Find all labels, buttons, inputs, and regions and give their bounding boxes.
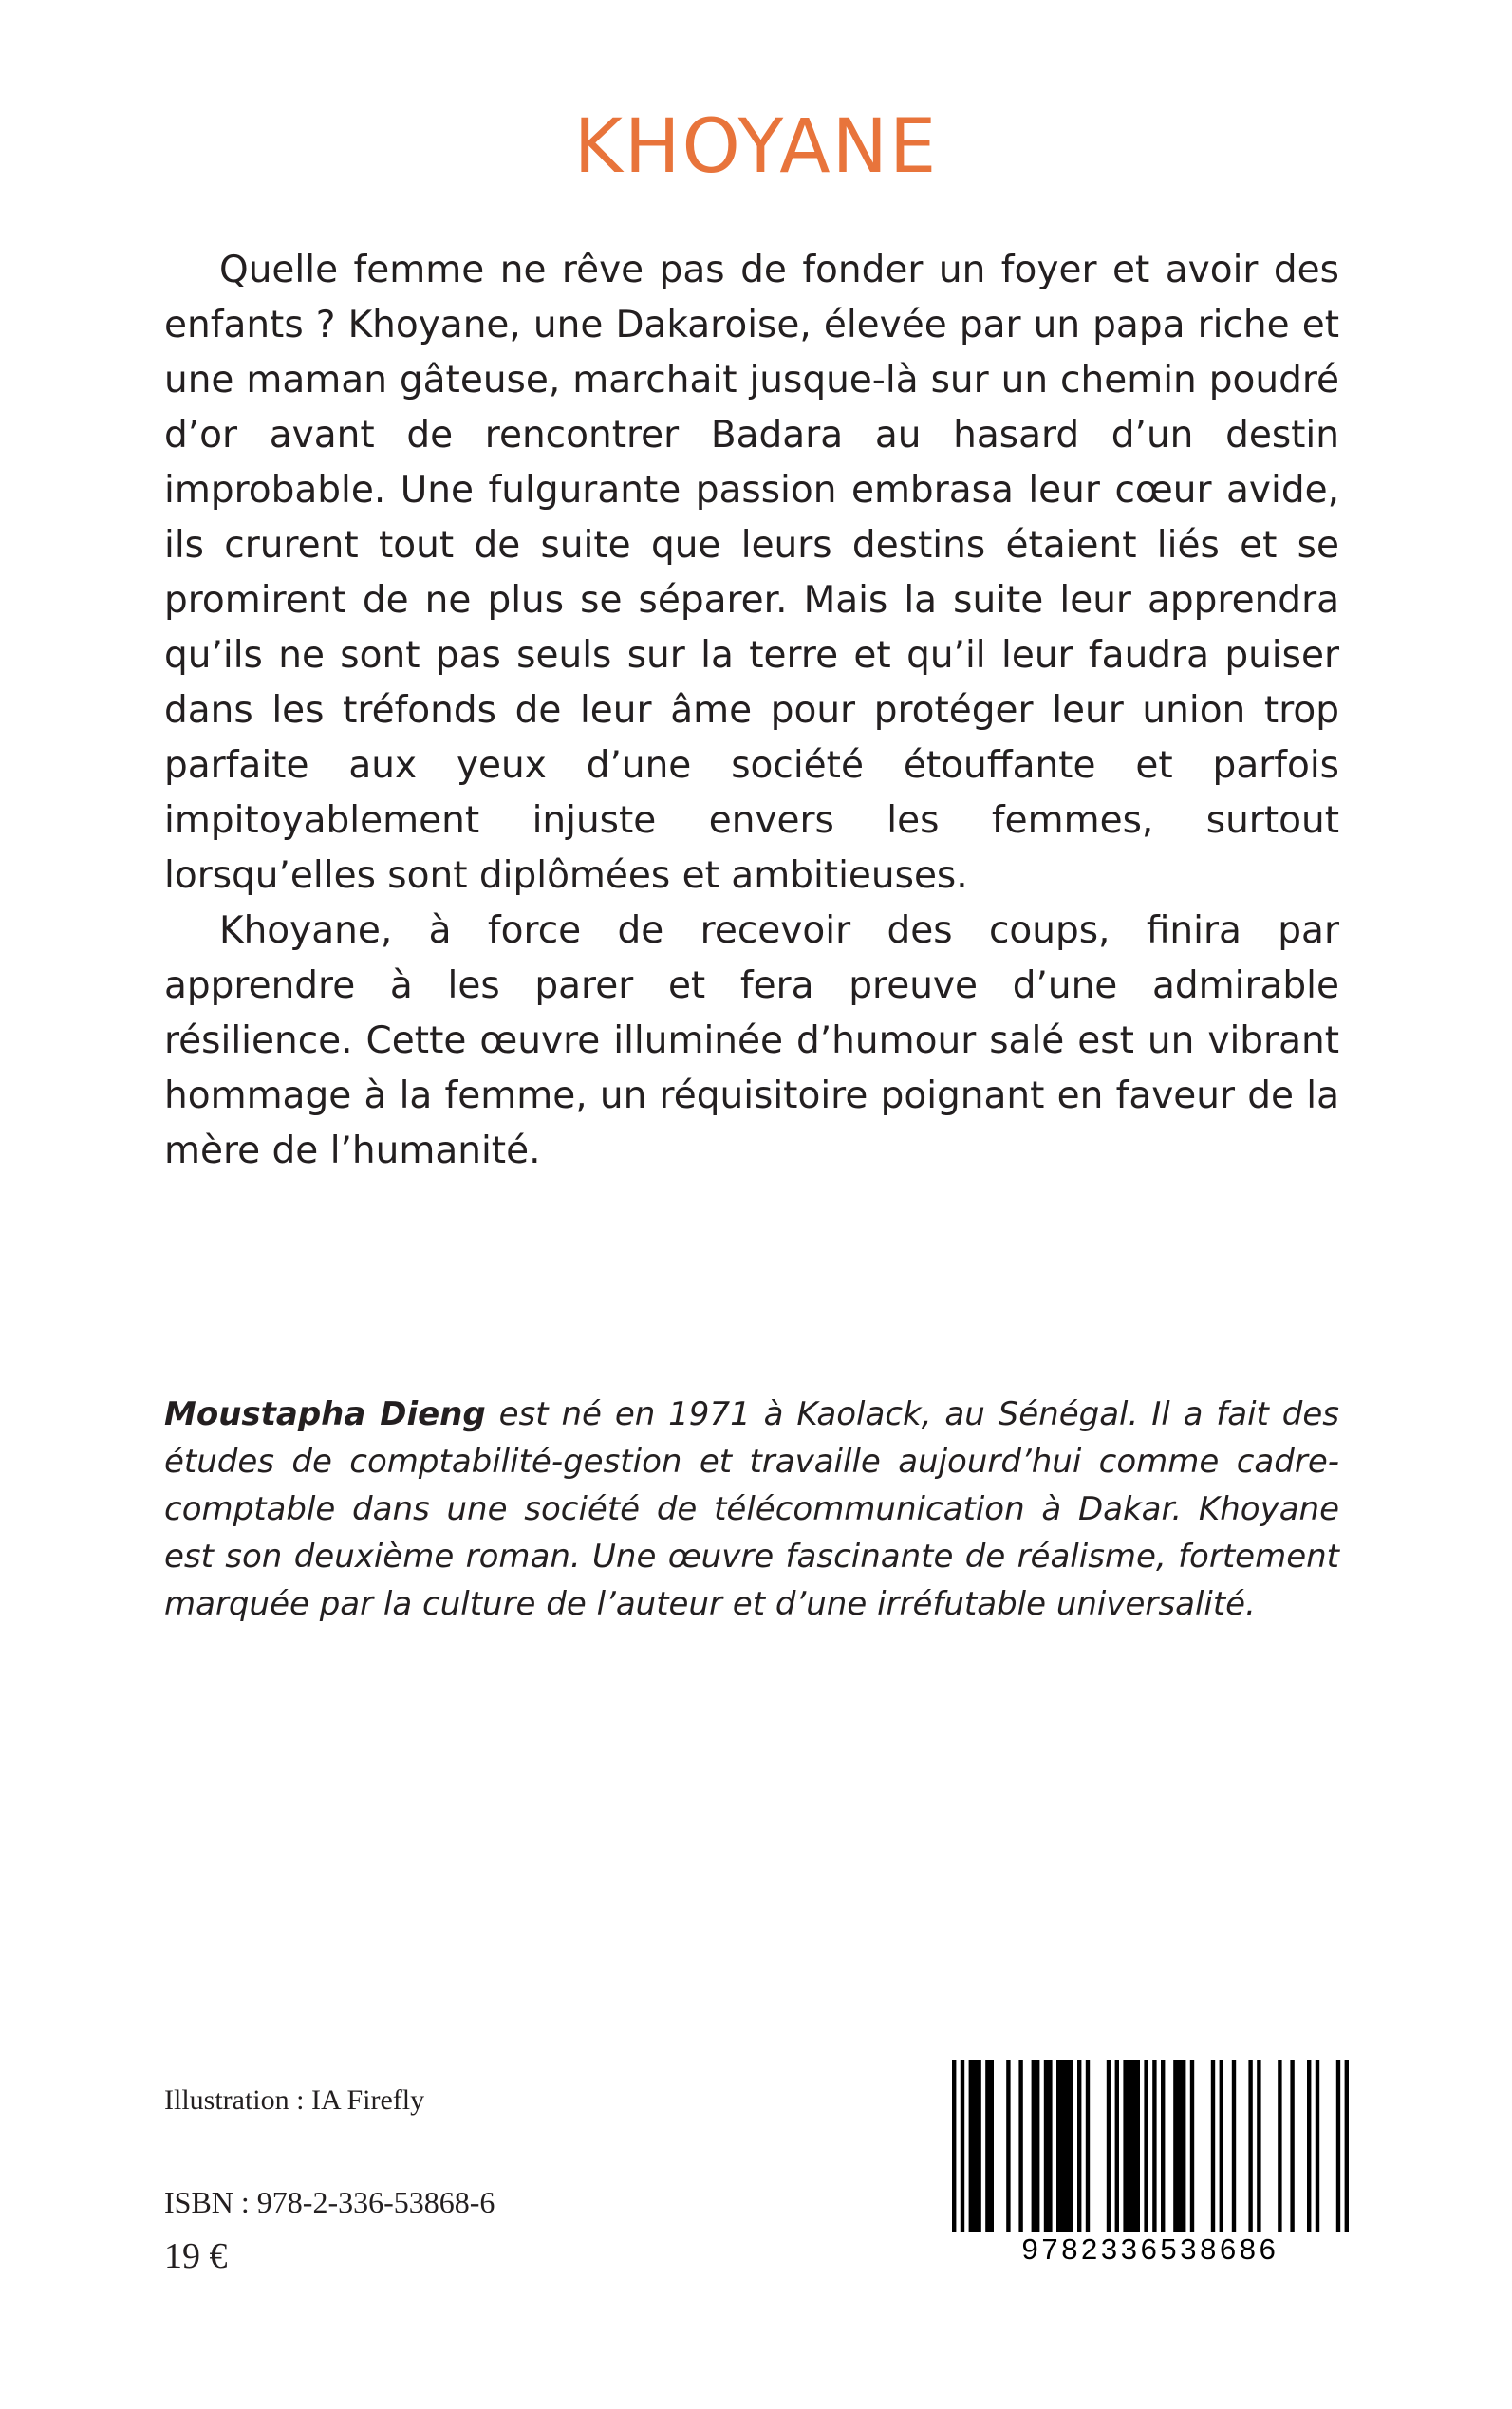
- barcode-bar: [969, 2060, 981, 2232]
- barcode-bar: [1173, 2060, 1185, 2232]
- author-name: Moustapha Dieng: [164, 1395, 486, 1433]
- isbn: ISBN : 978-2-336-53868-6: [164, 2185, 495, 2219]
- barcode-bar: [1018, 2060, 1022, 2232]
- barcode-bar: [1290, 2060, 1294, 2232]
- price: 19 €: [164, 2236, 228, 2276]
- barcode-bar: [1257, 2060, 1260, 2232]
- barcode-bar: [1278, 2060, 1281, 2232]
- illustration-credit: Illustration : IA Firefly: [164, 2084, 425, 2116]
- barcode-bar: [1220, 2060, 1223, 2232]
- synopsis-paragraph-1: Quelle femme ne rêve pas de fonder un foyer et avoir des enfants ? Khoyane, une Dakaroise, élevée par un papa riche et une maman gâteuse, marchait jusque-là sur un chemin poudré d’or avant de rencontrer Badara au hasard d’un destin improbable. Une fulgurante passion embrasa leur cœur avide, ils crurent tout de suite que leurs destins étaient liés et se promirent de ne plus se séparer. Mais la suite leur apprendra qu’ils ne sont pas seuls sur la terre et qu’il leur faudra puiser dans les tréfonds de leur âme pour protéger leur union trop parfaite aux yeux d’une société étouffante et parfois impitoyablement injuste envers les femmes, surtout lorsqu’elles sont diplômées et ambitieuses.: [164, 249, 1339, 897]
- barcode-bar: [1077, 2060, 1081, 2232]
- synopsis-paragraph-2: Khoyane, à force de recevoir des coups, finira par apprendre à les parer et fera preuve d’une admirable résilience. Cette œuvre illuminée d’humour salé est un vibrant hommage à la femme, un réquisitoire poignant en faveur de la mère de l’humanité.: [164, 909, 1339, 1172]
- barcode-digits: 9782336538686: [1021, 2232, 1279, 2266]
- barcode-bar: [1190, 2060, 1194, 2232]
- barcode-bar: [1232, 2060, 1236, 2232]
- barcode-bar: [1152, 2060, 1156, 2232]
- book-title: KHOYANE: [573, 104, 939, 190]
- barcode-bar: [1107, 2060, 1111, 2232]
- barcode-bar: [1211, 2060, 1215, 2232]
- barcode-bars: [952, 2060, 1349, 2232]
- barcode-bar: [1006, 2060, 1010, 2232]
- barcode-bar: [1144, 2060, 1148, 2232]
- barcode-bar: [1307, 2060, 1311, 2232]
- barcode-icon: [952, 2060, 1349, 2306]
- barcode-bar: [961, 2060, 964, 2232]
- author-bio-text: est né en 1971 à Kaolack, au Sénégal. Il a fait des études de comptabilité-gestion et travaille aujourd’hui comme cadre-comptable dans une société de télécommunication à Dakar. Khoyane est son deuxième roman. Une œuvre fascinante de réalisme, fortement marquée par la culture de l’auteur et d’une irréfutable universalité.: [164, 1395, 1339, 1623]
- barcode-bar: [1345, 2060, 1349, 2232]
- author-bio: [164, 1391, 1339, 1628]
- barcode-bar: [1032, 2060, 1040, 2232]
- barcode-bar: [985, 2060, 994, 2232]
- synopsis: [164, 243, 1339, 1179]
- barcode-bar: [1123, 2060, 1140, 2232]
- barcode-bar: [1044, 2060, 1053, 2232]
- barcode-bar: [1115, 2060, 1119, 2232]
- barcode-bar: [952, 2060, 956, 2232]
- barcode-bar: [1316, 2060, 1319, 2232]
- barcode-bar: [1086, 2060, 1090, 2232]
- barcode-bar: [1248, 2060, 1252, 2232]
- barcode-bar: [1336, 2060, 1340, 2232]
- barcode-bar: [1161, 2060, 1165, 2232]
- barcode-bar: [1056, 2060, 1073, 2232]
